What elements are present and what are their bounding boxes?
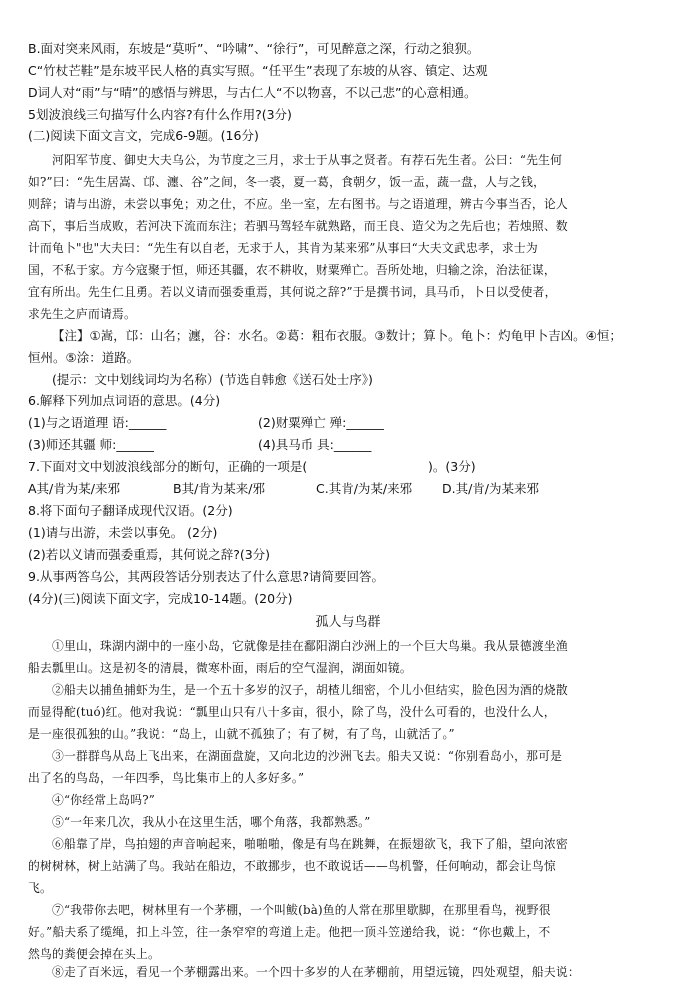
q7-option-a: A其/肯为某/来邪 [28, 481, 120, 496]
q6-item-3: (3)师还其疆 师:______ [28, 437, 154, 452]
question-9: 9.从事两答乌公，其两段答话分别表达了什么意思?请简要回答。 [28, 569, 385, 584]
question-8: 8.将下面句子翻译成现代汉语。(2分) [28, 503, 233, 518]
classical-text-line: 求先生之庐而请焉。 [28, 307, 136, 321]
article-paragraph-line: ②船夫以捕鱼捕虾为生，是一个五十多岁的汉子，胡楂儿细密，个儿小但结实，脸色因为酒的烧散 [52, 683, 568, 697]
q6-item-4: (4)具马币 具:______ [258, 437, 372, 452]
q6-item-1: (1)与之语道理 语:______ [28, 415, 167, 430]
article-paragraph-line: 是一座很孤独的山。”我说：“岛上，山就不孤独了；有了树，有了鸟，山就活了。” [28, 727, 455, 741]
article-paragraph-line: 的树树林，树上站满了鸟。我站在船边，不敢挪步，也不敢说话——鸟机警，任何响动，都会让鸟惊 [28, 859, 556, 873]
q8-item-1: (1)请与出游，未尝以事免。 (2分) [28, 525, 218, 540]
article-paragraph-line: ④“你经常上岛吗?” [52, 793, 155, 807]
option-d: D词人对“雨”与“晴”的感悟与辨思，与古仁人“不以物喜，不以己悲”的心意相通。 [28, 85, 477, 100]
article-paragraph-line: ③一群群鸟从岛上飞出来，在湖面盘旋，又向北边的沙洲飞去。船夫又说：“你别看岛小，那可是 [52, 749, 563, 763]
q7-option-c: C.其肯/为某/来邪 [316, 481, 413, 496]
classical-text-line: 计而龟卜"也"大夫曰：“先生有以自老，无求于人，其肯为某来邪”从事曰“大夫文武忠孝，求士为 [28, 241, 538, 255]
classical-text-line: 河阳军节度、御史大夫乌公，为节度之三月，求士于从事之贤者。有荐石先生者。公曰：“先生何 [52, 153, 563, 167]
article-paragraph-line: 出了名的鸟岛，一年四季，鸟比集市上的人多好多。” [28, 771, 305, 785]
article-paragraph-line: 而显得酡(tuó)红。他对我说：“瓢里山只有八十多亩，很小，除了鸟，没什么可看的，也没什么人， [28, 705, 556, 719]
article-paragraph-line: 然鸟的粪便会掉在头上。 [28, 947, 160, 961]
section-2-heading: (二)阅读下面文言文，完成6-9题。(16分) [28, 128, 259, 143]
article-paragraph-line: ⑥船靠了岸，鸟拍翅的声音响起来，啪啪啪，像是有鸟在跳舞，在振翅欲飞，我下了船，望向浓密 [52, 837, 568, 851]
option-b: B.面对突来风雨，东坡是“莫听”、“吟啸”、“徐行”，可见醉意之深，行动之狼狈。 [28, 41, 480, 56]
annotation-note: 恒州。⑤涂：道路。 [28, 350, 140, 365]
question-7: 7.下面对文中划波浪线部分的断句，正确的一项是( [28, 459, 308, 474]
article-paragraph-line: ⑧走了百米远，看见一个茅棚露出来。一个四十多岁的人在茅棚前，用望远镜，四处观望，船夫说： [52, 965, 580, 979]
article-paragraph-line: 好。”船夫系了缆绳，扣上斗笠，往一条窄窄的弯道上走。他把一顶斗笠递给我，说：“你也戴上，不 [28, 925, 551, 939]
article-paragraph-line: ⑤“一年来几次，我从小在这里生活，哪个角落，我都熟悉。” [52, 815, 371, 829]
classical-text-line: 宜有所出。先生仁且勇。若以义请而强委重焉，其何说之辞?”于是撰书词，具马币，卜日以受使者， [28, 285, 557, 299]
article-title: 孤人与鸟群 [315, 615, 381, 630]
article-paragraph-line: ①里山，珠湖内湖中的一座小岛，它就像是挂在鄱阳湖白沙洲上的一个巨大鸟巢。我从景德渡坐渔 [52, 639, 568, 653]
q8-item-2: (2)若以义请而强委重焉，其何说之辞?(3分) [28, 547, 271, 562]
article-paragraph-line: 船去瓢里山。这是初冬的清晨，微寒朴面，雨后的空气湿润，湖面如镜。 [28, 661, 412, 675]
q6-item-2: (2)财粟殚亡 殚:______ [258, 415, 384, 430]
q7-option-b: B其/肯为某来/邪 [173, 481, 265, 496]
question-6: 6.解释下列加点词语的意思。(4分) [28, 393, 221, 408]
option-c: C“竹杖芒鞋”是东坡平民人格的真实写照。“任平生”表现了东坡的从容、镇定、达观 [28, 63, 488, 78]
section-3-heading: (4分)(三)阅读下面文字，完成10-14题。(20分) [28, 591, 293, 606]
article-paragraph-line: 飞。 [28, 881, 52, 895]
question-5: 5划波浪线三句描写什么内容?有什么作用?(3分) [28, 107, 292, 122]
annotation-note: 【注】①嵩，邙：山名；瀍，谷：水名。②葛：粗布衣服。③数计；算卜。龟卜：灼龟甲卜吉凶。④恒； [52, 328, 622, 343]
classical-text-line: 如?”曰：“先生居嵩、邙、瀍、谷”之间，冬一裘，夏一葛，食朝夕，饭一盂，蔬一盘，人与之钱， [28, 175, 546, 189]
q7-option-d: D.其/肯/为某来邪 [442, 481, 540, 496]
classical-text-line: 国，不私于家。方今寇聚于恒，师还其疆，农不耕收，财粟殚亡。吾所处地，归输之涂，治法征谋， [28, 263, 556, 277]
source-hint: (提示：文中划线词均为名称）(节选自韩愈《送石处士序》) [52, 372, 373, 387]
classical-text-line: 则辞；请与出游，未尝以事免；劝之仕，不应。坐一室，左右图书。与之语道理，辨古今事当否，论人 [28, 197, 568, 211]
question-7-score: )。(3分) [428, 459, 476, 474]
article-paragraph-line: ⑦“我带你去吧，树林里有一个茅棚，一个叫鲅(bà)鱼的人常在那里歇脚，在那里看鸟，视野很 [52, 903, 551, 917]
classical-text-line: 高下，事后当成败，若河决下流而东注；若驷马驾轻车就熟路，而王良、造父为之先后也；若烛照、数 [28, 219, 568, 233]
